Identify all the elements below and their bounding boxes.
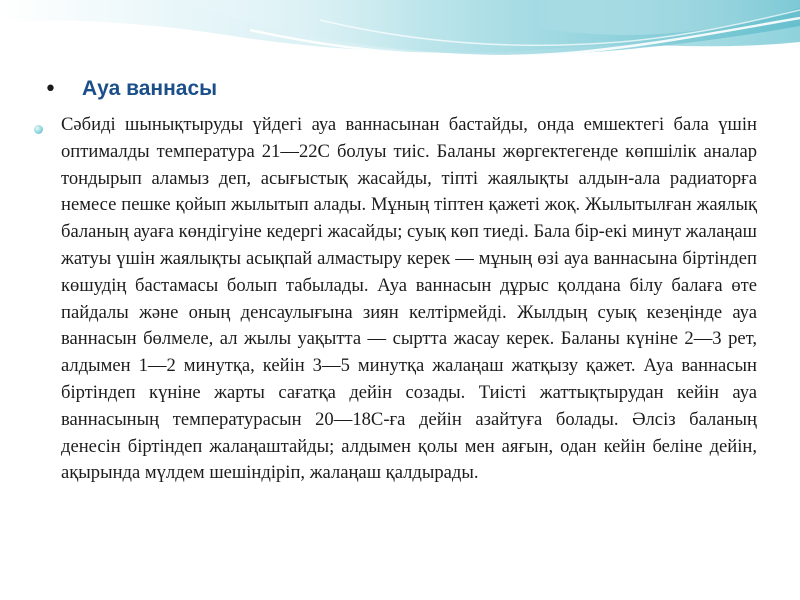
decorative-wave-banner (0, 0, 800, 80)
title-row (44, 74, 217, 104)
slide-title: Ауа ваннасы (82, 77, 218, 100)
body-bullet-icon (34, 125, 43, 134)
body-paragraph: Сәбиді шынықтыруды үйдегі ауа ваннасынан бастайды, онда емшектегі бала үшін оптималды температура 21—22С болуы тиіс. Баланы жөргектегенде көпшілік аналар тондырып аламыз деп, асығыстық жасайды, тіпті жаялықты алдын-ала радиаторға немесе пешке қойып жылытып алады. Мұның тіптен қажеті жоқ. Жылытылған жаялық баланың ауаға көндігуіне кедергі жасайды; суық көп тиеді. Бала бір-екі минут жалаңаш жатуы үшін жаялықты асықпай алмастыру керек — мұның өзі ауа ваннасына біртіндеп көшудің бастамасы болып табылады. Ауа ваннасын дұрыс қолдана білу балаға өте пайдалы және оның денсаулығына зиян келтірмейді. Жылдың суық кезеңінде ауа ваннасын бөлмеле, ал жылы уақытта — сыртта жасау керек. Баланы күніне 2—3 рет, алдымен 1—2 минутқа, кейін 3—5 минутқа жалаңаш жатқызу қажет. Ауа ваннасын біртіндеп күніне жарты сағатқа дейін созады. Тиісті жаттықтырудан кейін ауа ваннасының температурасын 20—18С-ға дейін азайтуға болады. Әлсіз баланың денесін біртіндеп жалаңаштайды; алдымен қолы мен аяғын, одан кейін беліне дейін, ақырында мүлдем шешіндіріп, жалаңаш қалдырады. (61, 114, 757, 484)
title-bullet: • (44, 76, 57, 102)
